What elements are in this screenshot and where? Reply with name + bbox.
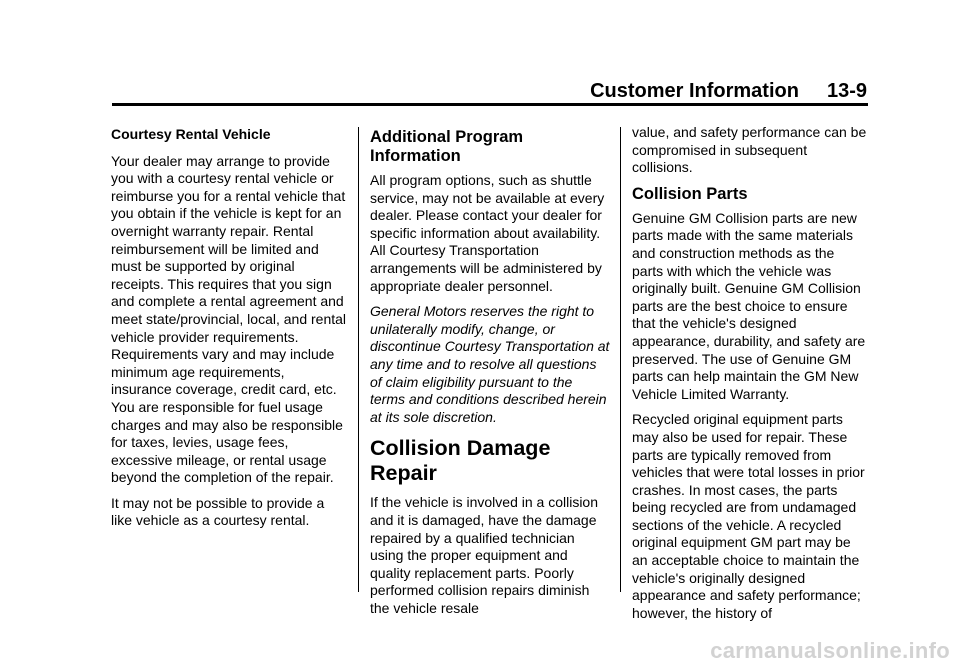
courtesy-rental-subheading: Courtesy Rental Vehicle: [111, 126, 271, 142]
column-left: [111, 126, 349, 538]
column-right: [632, 124, 868, 630]
column-divider: [358, 127, 359, 592]
site-watermark: carmanualsonline.info: [710, 638, 950, 663]
column-middle: [370, 126, 610, 625]
collision-repair-paragraph: If the vehicle is involved in a collision and it is damaged, have the damage repaired by a qualified technician using the proper equipment and quality replacement parts. Poorly performed collision repairs diminish the vehicle resale: [370, 494, 599, 616]
recycled-parts-paragraph: Recycled original equipment parts may also be used for repair. These parts are typically removed from vehicles that were total losses in prior crashes. In most cases, the parts being recycled are from undamaged sections of the vehicle. A recycled original equipment GM part may be an acceptable choice to maintain the vehicle's originally designed appearance and safety performance; however, the history of: [632, 411, 865, 621]
courtesy-rental-paragraph: Your dealer may arrange to provide you with a courtesy rental vehicle or reimburse you for a rental vehicle that you obtain if the vehicle is kept for an overnight warranty repair. Rental reimbursement will be limited and must be supported by original receipts. This requires that you sign and complete a rental agreement and meet state/provincial, local, and rental vehicle provider requirements. Requirements vary and may include minimum age requirements, insurance coverage, credit card, etc. You are responsible for fuel usage charges and may also be responsible for taxes, levies, usage fees, excessive mileage, or rental usage beyond the completion of the repair.: [111, 152, 347, 486]
collision-parts-heading: Collision Parts: [632, 184, 748, 203]
section-title: Customer Information: [590, 80, 799, 102]
like-vehicle-paragraph: It may not be possible to provide a like vehicle as a courtesy rental.: [111, 494, 325, 529]
page-header: [590, 79, 867, 103]
continued-paragraph: value, and safety performance can be compromised in subsequent collisions.: [632, 124, 867, 176]
gm-reserves-paragraph: General Motors reserves the right to unilaterally modify, change, or discontinue Courtesy Transportation at any time and to resolve all questions of claim eligibility pursuant to the terms and conditions described herein at its sole discretion.: [370, 303, 610, 425]
column-divider: [620, 127, 621, 592]
additional-program-heading: Additional Program Information: [370, 128, 524, 165]
collision-damage-repair-heading: Collision Damage Repair: [370, 436, 551, 486]
page-number: 13-9: [826, 80, 867, 102]
additional-program-paragraph: All program options, such as shuttle service, may not be available at every dealer. Please contact your dealer for specific information about availability. All Courtesy Transportation arrangements will be administered by appropriate dealer personnel.: [370, 172, 605, 294]
genuine-parts-paragraph: Genuine GM Collision parts are new parts made with the same materials and construction methods as the parts with which the vehicle was originally built. Genuine GM Collision parts are the best choice to ensure that the vehicle's designed appearance, durability, and safety are preserved. The use of Genuine GM parts can help maintain the GM New Vehicle Limited Warranty.: [632, 209, 866, 402]
header-rule: [112, 103, 868, 106]
